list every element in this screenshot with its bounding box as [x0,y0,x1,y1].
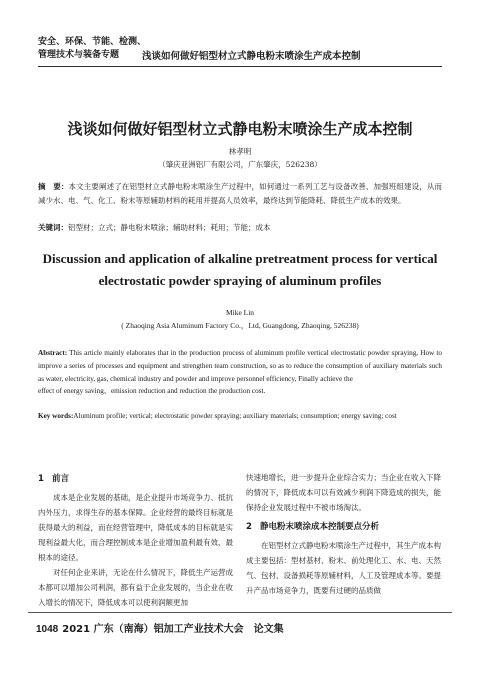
keywords-cn-label: 关键词： [38,223,68,232]
section-heading-1 [38,472,233,487]
body-paragraph: 成本是企业发展的基础，是企业提升市场竞争力、抵抗内外压力，求得生存的基本保障。企业经营的最终目标就是获得最大的利益，而在经营管理中，降低成本的目标就是实现利益最大化，而合理控制成本是企业增加盈利最有效、最根本的途径。 [38,493,233,562]
body-column-left [38,470,233,610]
section-number-2: 2 [246,522,252,532]
keywords-en-label: Key words: [38,412,74,420]
proceedings-title: 2021 广东（南海）铝加工产业技术大会 论文集 [62,624,284,635]
header-section-line1: 安全、环保、节能、检测、 [38,37,147,47]
abstract-cn-text: 本文主要阐述了在铝型材立式静电粉末喷涂生产过程中，如何通过一系列工艺与设备改善、加强班组建设，从而减少水、电、气、化工、粉末等原辅助材料的耗用并提高人员效率，最终达到节能降耗、降低生产成本的效果。 [38,182,442,205]
abstract-en-label: Abstract: [38,349,68,357]
paper-title-en: Discussion and application of alkaline pretreatment process for vertical electrostatic powder spraying of aluminum profiles [42,251,438,288]
keywords-cn-text: 铝型材；立式；静电粉末喷涂；辅助材料；耗用；节能；成本 [68,223,271,232]
section-title-1: 前言 [52,474,70,484]
paper-title-cn: 浅谈如何做好铝型材立式静电粉末喷涂生产成本控制 [67,120,413,138]
keywords-en [38,410,442,422]
header-section-label [38,36,146,62]
body-paragraph: 快速地增长，进一步提升企业综合实力；当企业在收入下降的情况下，降低成本可以有效减少利润下降造成的损失，能保持企业发展过程中不被市场淘汰。 [246,473,441,512]
keywords-en-text: Aluminum profile; vertical; electrostatic powder spraying; auxiliary materials; consumption; energy saving; cost [73,412,397,420]
header-running-title: 浅谈如何做好铝型材立式静电粉末喷涂生产成本控制 [142,51,361,62]
page-number: 1048 [36,624,59,635]
abstract-en-text-cont: effect of energy saving、emission reduction and reduction the production cost. [38,387,266,396]
body-paragraph: 对任何企业来讲，无论在什么情况下，降低生产运营成本都可以增加公司利润，都有益于企业发展的，当企业在收入增长的情况下，降低成本可以使利润额更加 [38,568,233,607]
abstract-en-text: This article mainly elaborates that in the production process of aluminum profile vertical electrostatic powder spraying, How to improve a series of processes and equipment and strengthen team construction, so as to reduce the consumption of auxiliary materials such as water, electricity, gas, chemical industry and powder and improve personnel efficiency, Finally achieve the [38,349,442,383]
body-column-right [246,470,441,598]
footer-divider [28,612,452,613]
author-cn: 林孝明 [228,147,252,156]
affiliation-cn: （肇庆亚洲铝厂有限公司，广东肇庆，526238） [158,160,322,169]
abstract-en [38,347,442,398]
body-paragraph: 在铝型材立式静电粉末喷涂生产过程中，其生产成本构成主要包括：型材基材、粉末、前处理化工、水、电、天然气、包材、设备损耗等原辅材料，人工及管理成本等。要提升产品市场竞争力，既要有过硬的品质做 [246,541,441,595]
page-footer [36,620,284,635]
abstract-cn [38,180,442,208]
keywords-cn [38,222,442,234]
section-number-1: 1 [38,474,44,484]
header-section-line2: 管理技术与装备专题 [38,50,120,60]
section-title-2: 静电粉末喷涂成本控制要点分析 [260,522,380,532]
abstract-cn-label: 摘 要： [38,182,69,191]
author-en: Mike Lin [225,308,255,317]
header-divider [38,66,442,67]
section-heading-2 [246,520,441,535]
affiliation-en: ( Zhaoqing Asia Aluminum Factory Co.，Ltd, Guangdong, Zhaoqing, 526238) [121,321,359,330]
